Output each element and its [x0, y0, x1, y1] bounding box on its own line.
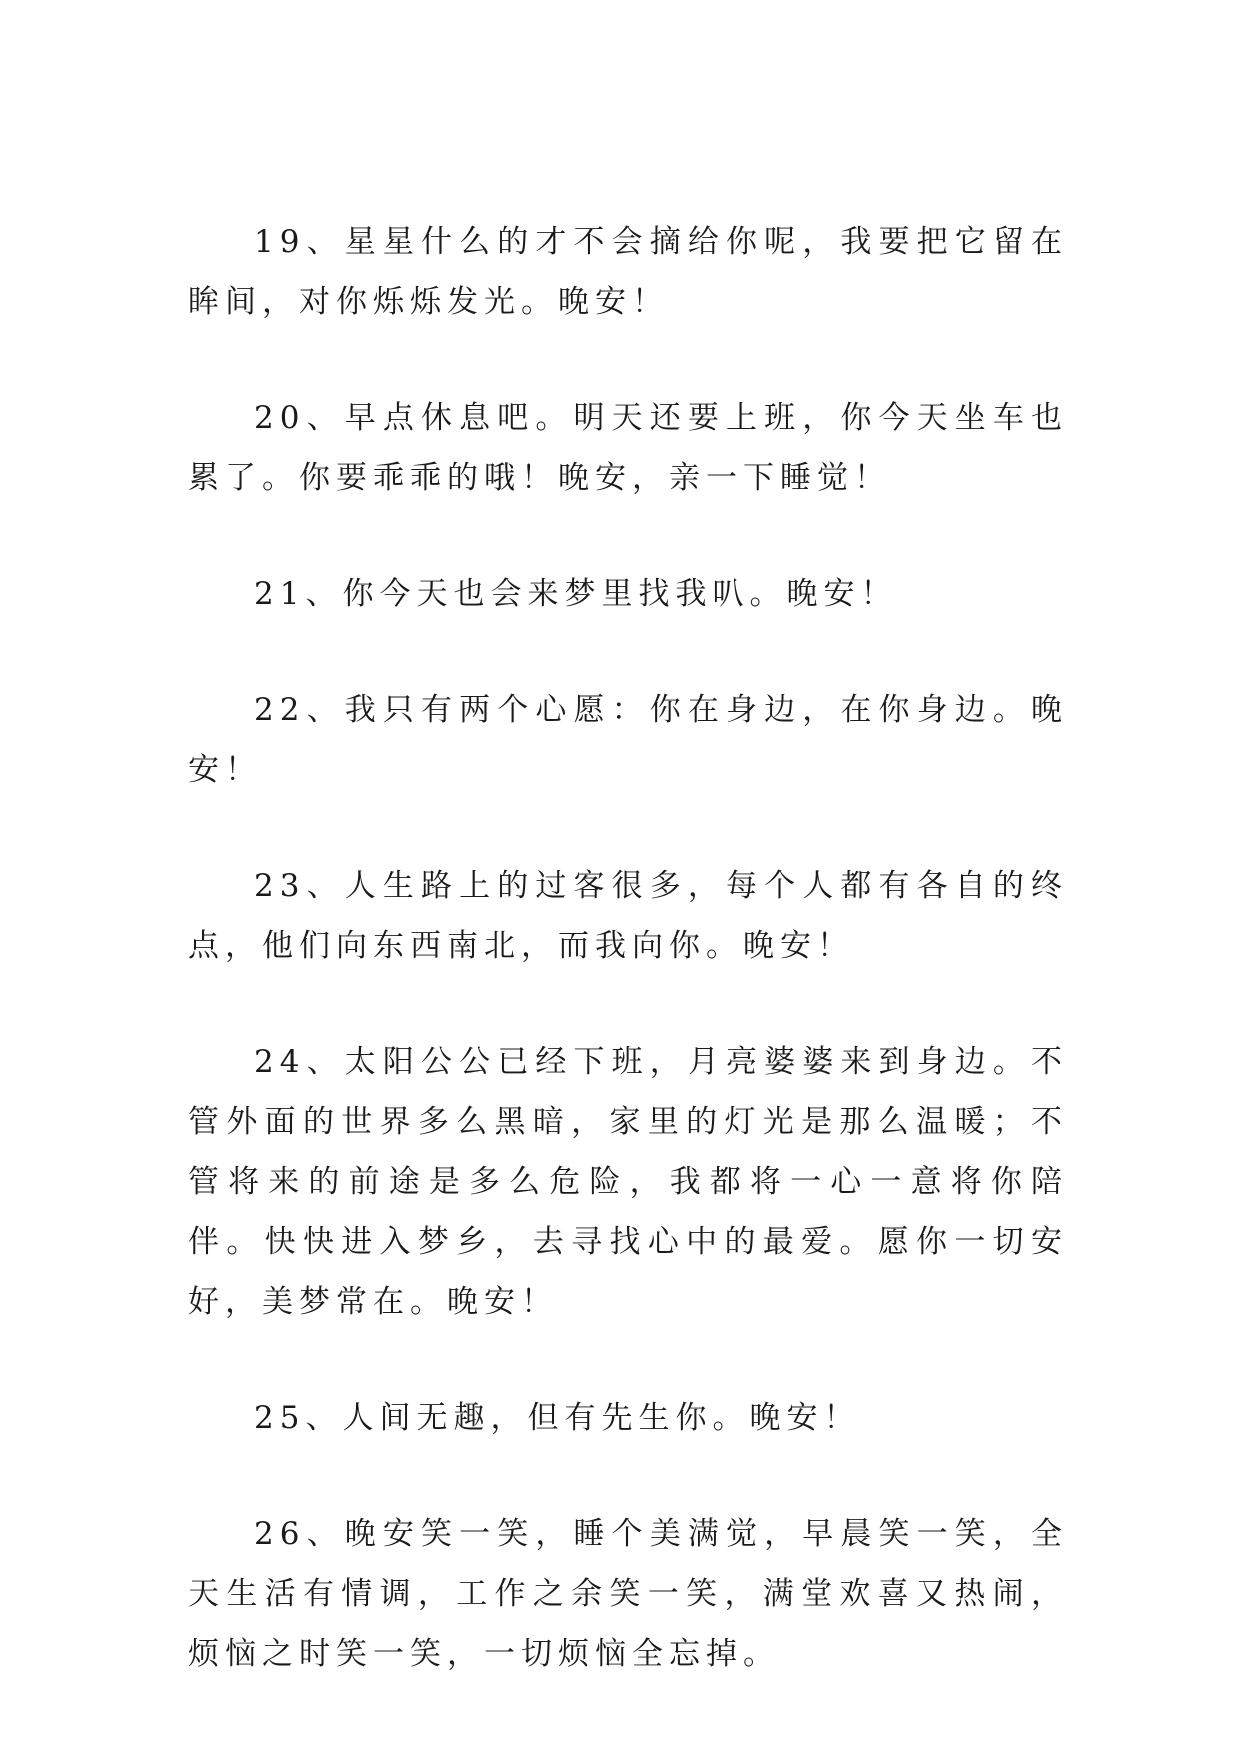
paragraph-24: 24、太阳公公已经下班，月亮婆婆来到身边。不管外面的世界多么黑暗，家里的灯光是那么温暖；不管将来的前途是多么危险，我都将一心一意将你陪伴。快快进入梦乡，去寻找心中的最爱。愿你一切安好，美梦常在。晚安！: [188, 1044, 1068, 1320]
paragraph-20: 20、早点休息吧。明天还要上班，你今天坐车也累了。你要乖乖的哦！晚安，亲一下睡觉！: [188, 400, 1068, 496]
paragraph-21: 21、你今天也会来梦里找我叭。晚安！: [254, 576, 898, 612]
paragraph-19: 19、星星什么的才不会摘给你呢，我要把它留在眸间，对你烁烁发光。晚安！: [188, 224, 1068, 320]
document-body: [188, 212, 1068, 1740]
paragraph-22: 22、我只有两个心愿：你在身边，在你身边。晚安！: [188, 692, 1068, 788]
paragraph-26: 26、晚安笑一笑，睡个美满觉，早晨笑一笑，全天生活有情调，工作之余笑一笑，满堂欢喜又热闹，烦恼之时笑一笑，一切烦恼全忘掉。: [188, 1516, 1068, 1672]
paragraph-23: 23、人生路上的过客很多，每个人都有各自的终点，他们向东西南北，而我向你。晚安！: [188, 868, 1068, 964]
paragraph-25: 25、人间无趣，但有先生你。晚安！: [254, 1400, 861, 1436]
